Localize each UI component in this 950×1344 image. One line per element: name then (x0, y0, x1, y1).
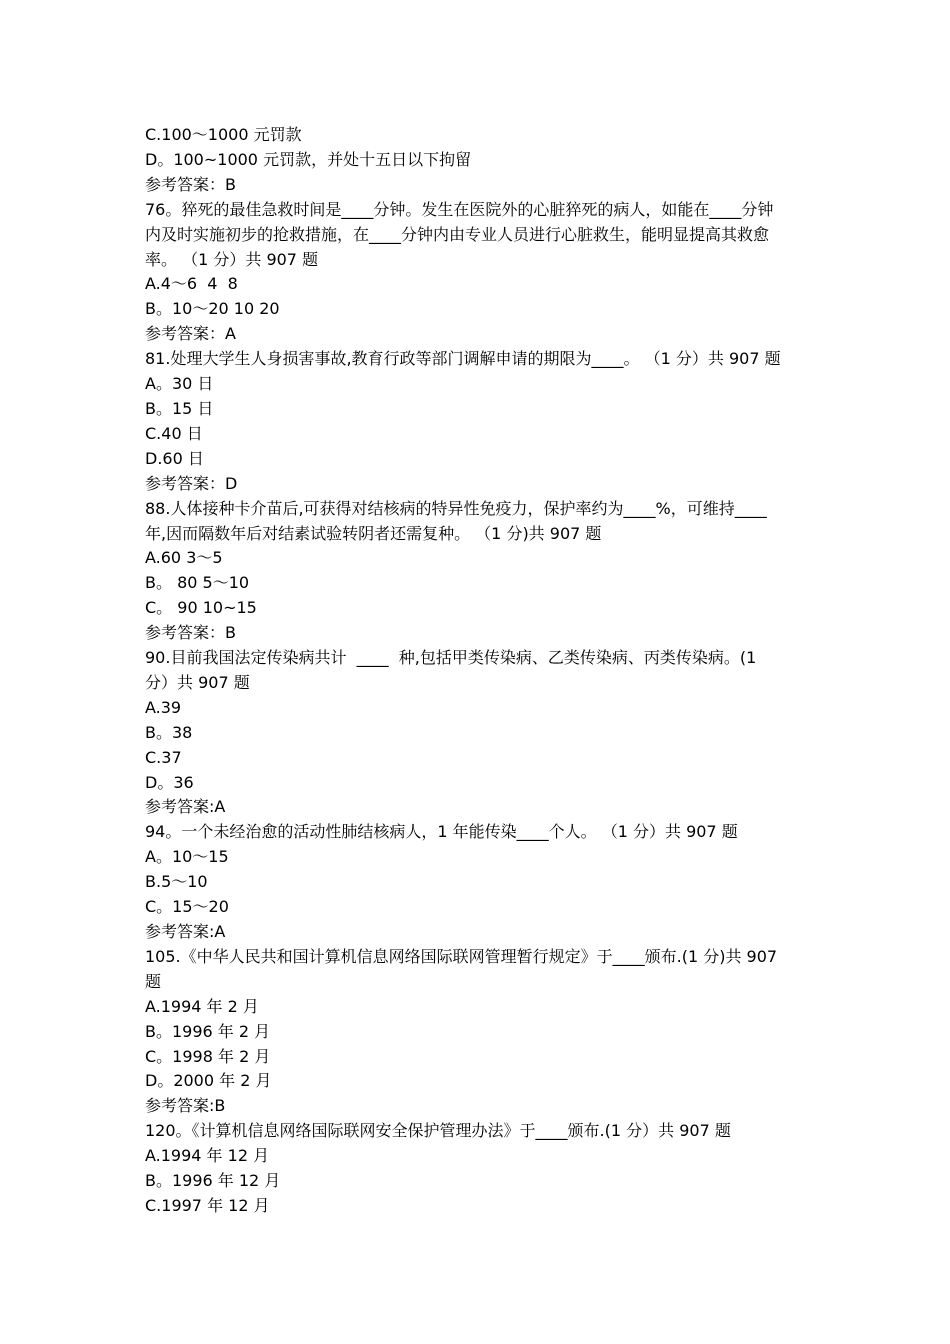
text-line: A。30 日 (145, 374, 214, 394)
text-line: A.1994 年 12 月 (145, 1146, 270, 1166)
text-line: 94。一个未经治愈的活动性肺结核病人，1 年能传染____个人。 （1 分）共 907 题 (145, 822, 738, 842)
text-line: B。1996 年 2 月 (145, 1021, 271, 1041)
text-line: 参考答案：A (145, 324, 236, 344)
text-line: A。10～15 (145, 847, 229, 867)
text-line: B。1996 年 12 月 (145, 1171, 281, 1191)
text-line: 年,因而隔数年后对结素试验转阴者还需复种。 （1 分)共 907 题 (145, 523, 602, 543)
text-line: C.100～1000 元罚款 (145, 125, 302, 144)
text-line: 参考答案：D (145, 473, 238, 493)
text-line: 分）共 907 题 (145, 672, 250, 692)
text-line: C。15～20 (145, 897, 229, 917)
text-line: C.1997 年 12 月 (145, 1195, 270, 1215)
text-line: 参考答案：B (145, 174, 236, 194)
text-line: 参考答案:A (145, 922, 226, 941)
text-line: 76。猝死的最佳急救时间是____分钟。发生在医院外的心脏猝死的病人，如能在____分钟 (145, 199, 774, 219)
text-line: D。100~1000 元罚款，并处十五日以下拘留 (145, 149, 472, 169)
text-line: 81.处理大学生人身损害事故,教育行政等部门调解申请的期限为____。 （1 分）共 907 题 (145, 349, 781, 369)
text-line: B。 80 5～10 (145, 573, 250, 593)
text-line: A.60 3～5 (145, 548, 223, 568)
document-page (145, 123, 810, 1219)
text-line: C。 90 10~15 (145, 598, 257, 618)
text-line: 内及时实施初步的抢救措施，在____分钟内由专业人员进行心脏救生，能明显提高其救愈 (145, 224, 770, 244)
text-line: B。15 日 (145, 398, 214, 418)
text-line: 90.目前我国法定传染病共计 ____ 种,包括甲类传染病、乙类传染病、丙类传染病。(1 (145, 648, 757, 668)
text-line: D。36 (145, 772, 194, 792)
text-line: C.37 (145, 747, 182, 767)
text-line: C.40 日 (145, 423, 203, 443)
text-line: B。10～20 10 20 (145, 299, 280, 319)
text-line: 120。《计算机信息网络国际联网安全保护管理办法》于____颁布.(1 分）共 907 题 (145, 1121, 731, 1141)
text-line: 88.人体接种卡介苗后,可获得对结核病的特异性免疫力，保护率约为____%，可维持____ (145, 498, 767, 518)
text-line: 题 (145, 971, 162, 991)
text-line: B。38 (145, 722, 193, 742)
text-line: 参考答案:B (145, 1096, 226, 1116)
text-line: 率。 （1 分）共 907 题 (145, 249, 319, 269)
text-line: 参考答案：B (145, 623, 236, 643)
text-line: B.5～10 (145, 872, 208, 892)
text-line: 参考答案:A (145, 797, 226, 817)
text-line: D.60 日 (145, 448, 204, 468)
text-line: A.4～6 4 8 (145, 274, 238, 294)
text-line: A.39 (145, 697, 182, 717)
text-line: D。2000 年 2 月 (145, 1071, 272, 1091)
text-line: A.1994 年 2 月 (145, 996, 259, 1016)
text-line: C。1998 年 2 月 (145, 1046, 271, 1066)
text-line: 105.《中华人民共和国计算机信息网络国际联网管理暂行规定》于____颁布.(1 分)共 907 (145, 946, 778, 966)
